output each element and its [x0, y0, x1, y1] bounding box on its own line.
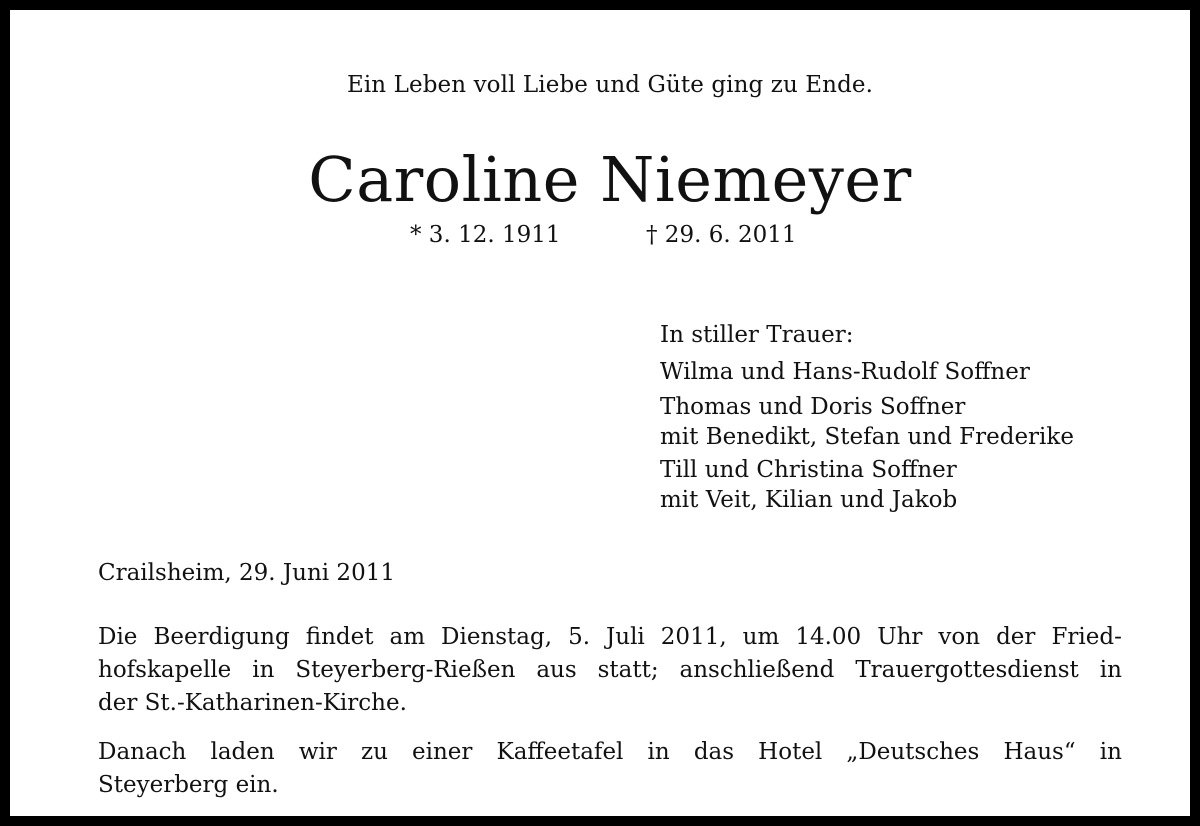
word: in — [1099, 657, 1122, 683]
mourner-line: mit Veit, Kilian und Jakob — [660, 487, 958, 513]
word: einer — [412, 739, 473, 765]
mourner-line: Wilma und Hans-Rudolf Soffner — [660, 359, 1030, 385]
birth-date: * 3. 12. 1911 — [410, 222, 561, 248]
word: 14.00 — [795, 624, 862, 650]
word: findet — [305, 624, 374, 650]
word: in — [252, 657, 275, 683]
place-and-date: Crailsheim, 29. Juni 2011 — [98, 560, 395, 586]
word: Beerdigung — [153, 624, 290, 650]
motto-text: Ein Leben voll Liebe und Güte ging zu Ende. — [346, 72, 874, 98]
word: zu — [360, 739, 388, 765]
word: hofskapelle — [98, 657, 232, 683]
reception-paragraph — [98, 736, 1122, 802]
word: Die — [98, 624, 138, 650]
word: in — [647, 739, 670, 765]
word: statt; — [597, 657, 659, 683]
word: der — [996, 624, 1036, 650]
word: Danach — [98, 739, 187, 765]
word: „Deutsches — [846, 739, 980, 765]
mourner-line: Till und Christina Soffner — [660, 457, 957, 483]
word: wir — [298, 739, 337, 765]
word: anschließend — [679, 657, 835, 683]
funeral-line: der St.-Katharinen-Kirche. — [98, 690, 407, 716]
word: laden — [210, 739, 275, 765]
word: Uhr — [877, 624, 923, 650]
word: Juli — [606, 624, 645, 650]
mourner-line: Thomas und Doris Soffner — [660, 394, 966, 420]
mourners-block — [660, 318, 1074, 515]
word: das — [693, 739, 735, 765]
word: Kaffeetafel — [496, 739, 624, 765]
reception-line: Steyerberg ein. — [98, 772, 279, 798]
word: am — [389, 624, 426, 650]
funeral-line — [98, 654, 1122, 687]
deceased-name: Caroline Niemeyer — [308, 143, 912, 216]
word: Trauergottesdienst — [855, 657, 1079, 683]
word: von — [938, 624, 981, 650]
mourners-heading: In stiller Trauer: — [660, 322, 854, 348]
death-date: † 29. 6. 2011 — [646, 222, 797, 248]
word: Steyerberg-Rießen — [295, 657, 516, 683]
word: Hotel — [758, 739, 823, 765]
funeral-paragraph — [98, 621, 1122, 720]
reception-line — [98, 736, 1122, 769]
word: 2011, — [660, 624, 727, 650]
word: um — [742, 624, 780, 650]
word: in — [1099, 739, 1122, 765]
word: Haus“ — [1003, 739, 1076, 765]
mourner-line: mit Benedikt, Stefan und Frederike — [660, 424, 1074, 450]
funeral-line — [98, 621, 1122, 654]
word: Dienstag, — [441, 624, 553, 650]
word: 5. — [568, 624, 591, 650]
word: aus — [536, 657, 577, 683]
word: Fried- — [1051, 624, 1122, 650]
